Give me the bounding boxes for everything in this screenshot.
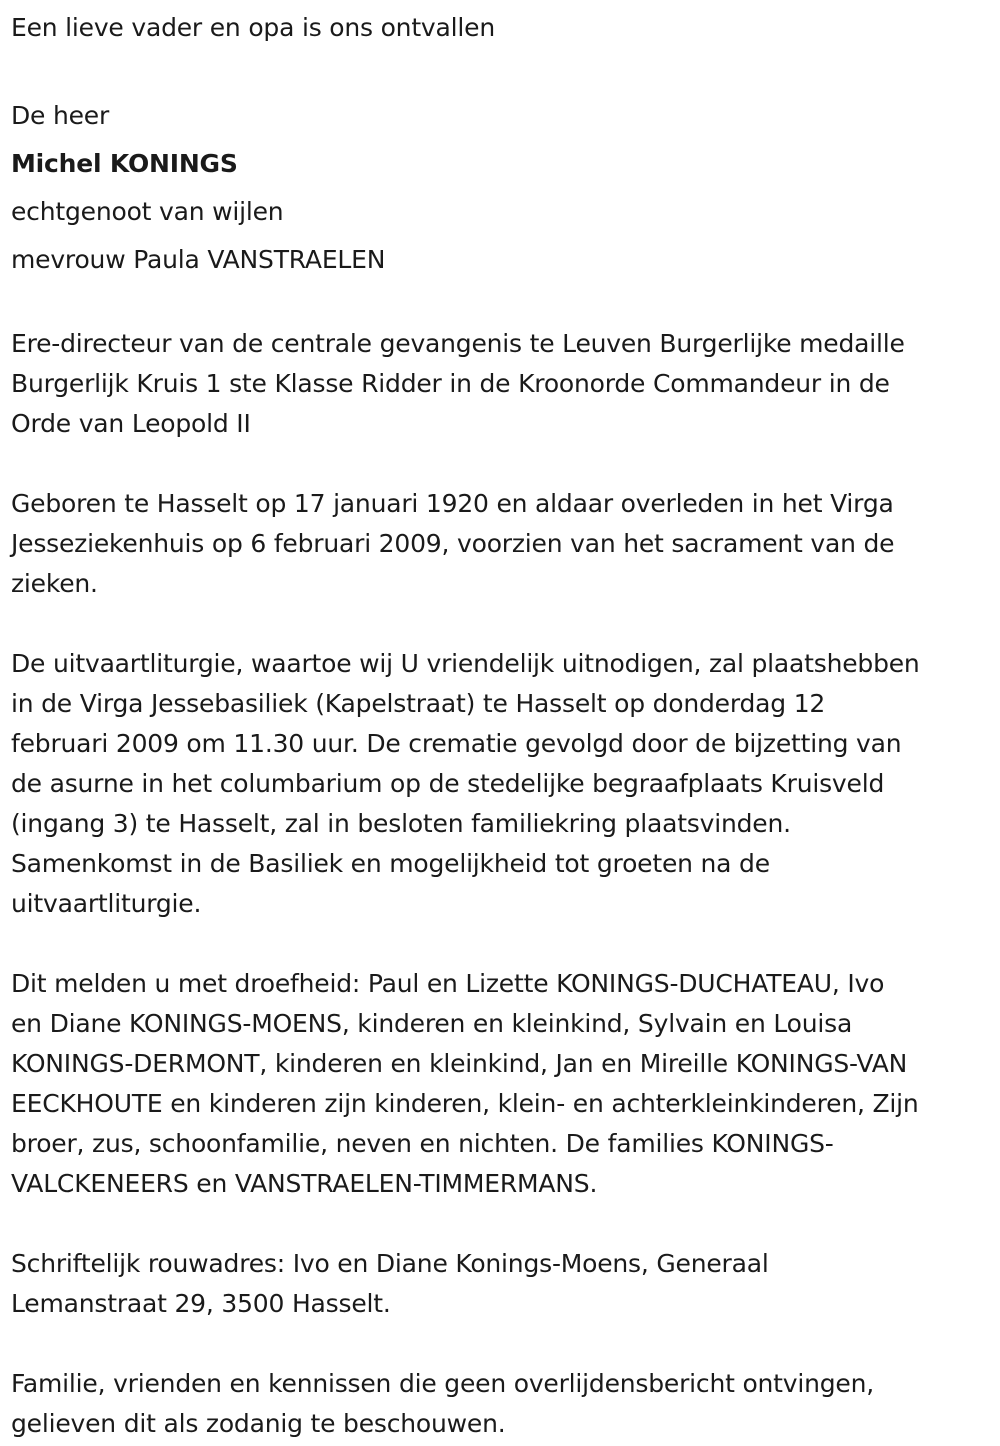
intro-text: Een lieve vader en opa is ons ontvallen [11,13,495,42]
family-line: EECKHOUTE en kinderen zijn kinderen, klein- en achterkleinkinderen, Zijn [11,1089,919,1118]
deceased-name: Michel KONINGS [11,149,238,178]
funeral-paragraph [11,644,990,924]
family-line: Dit melden u met droefheid: Paul en Lizette KONINGS-DUCHATEAU, Ivo [11,969,885,998]
birth-death-line: zieken. [11,569,98,598]
family-paragraph [11,964,990,1204]
funeral-line: de asurne in het columbarium op de stedelijke begraafplaats Kruisveld [11,769,885,798]
closing-line: Familie, vrienden en kennissen die geen overlijdensbericht ontvingen, [11,1369,875,1398]
funeral-line: De uitvaartliturgie, waartoe wij U vriendelijk uitnodigen, zal plaatshebben [11,649,920,678]
family-line: en Diane KONINGS-MOENS, kinderen en kleinkind, Sylvain en Louisa [11,1009,853,1038]
family-line: broer, zus, schoonfamilie, neven en nichten. De families KONINGS- [11,1129,834,1158]
titles-line: Orde van Leopold II [11,409,251,438]
birth-death-line: Geboren te Hasselt op 17 januari 1920 en aldaar overleden in het Virga [11,489,894,518]
address-line: Schriftelijk rouwadres: Ivo en Diane Konings-Moens, Generaal [11,1249,769,1278]
funeral-line: in de Virga Jessebasiliek (Kapelstraat) te Hasselt op donderdag 12 [11,689,826,718]
address-paragraph [11,1244,990,1324]
birth-death-line: Jesseziekenhuis op 6 februari 2009, voorzien van het sacrament van de [11,529,895,558]
birth-death-paragraph [11,484,990,604]
spouse-name: mevrouw Paula VANSTRAELEN [11,245,386,274]
titles-line: Burgerlijk Kruis 1 ste Klasse Ridder in de Kroonorde Commandeur in de [11,369,890,398]
titles-line: Ere-directeur van de centrale gevangenis te Leuven Burgerlijke medaille [11,329,905,358]
closing-paragraph [11,1364,990,1444]
funeral-line: (ingang 3) te Hasselt, zal in besloten familiekring plaatsvinden. [11,809,791,838]
funeral-line: februari 2009 om 11.30 uur. De crematie gevolgd door de bijzetting van [11,729,902,758]
titles-paragraph [11,324,990,444]
address-line: Lemanstraat 29, 3500 Hasselt. [11,1289,391,1318]
family-line: KONINGS-DERMONT, kinderen en kleinkind, Jan en Mireille KONINGS-VAN [11,1049,908,1078]
salutation: De heer [11,101,110,130]
family-line: VALCKENEERS en VANSTRAELEN-TIMMERMANS. [11,1169,598,1198]
funeral-line: uitvaartliturgie. [11,889,202,918]
closing-line: gelieven dit als zodanig te beschouwen. [11,1409,506,1438]
spouse-relation: echtgenoot van wijlen [11,197,284,226]
funeral-line: Samenkomst in de Basiliek en mogelijkheid tot groeten na de [11,849,770,878]
